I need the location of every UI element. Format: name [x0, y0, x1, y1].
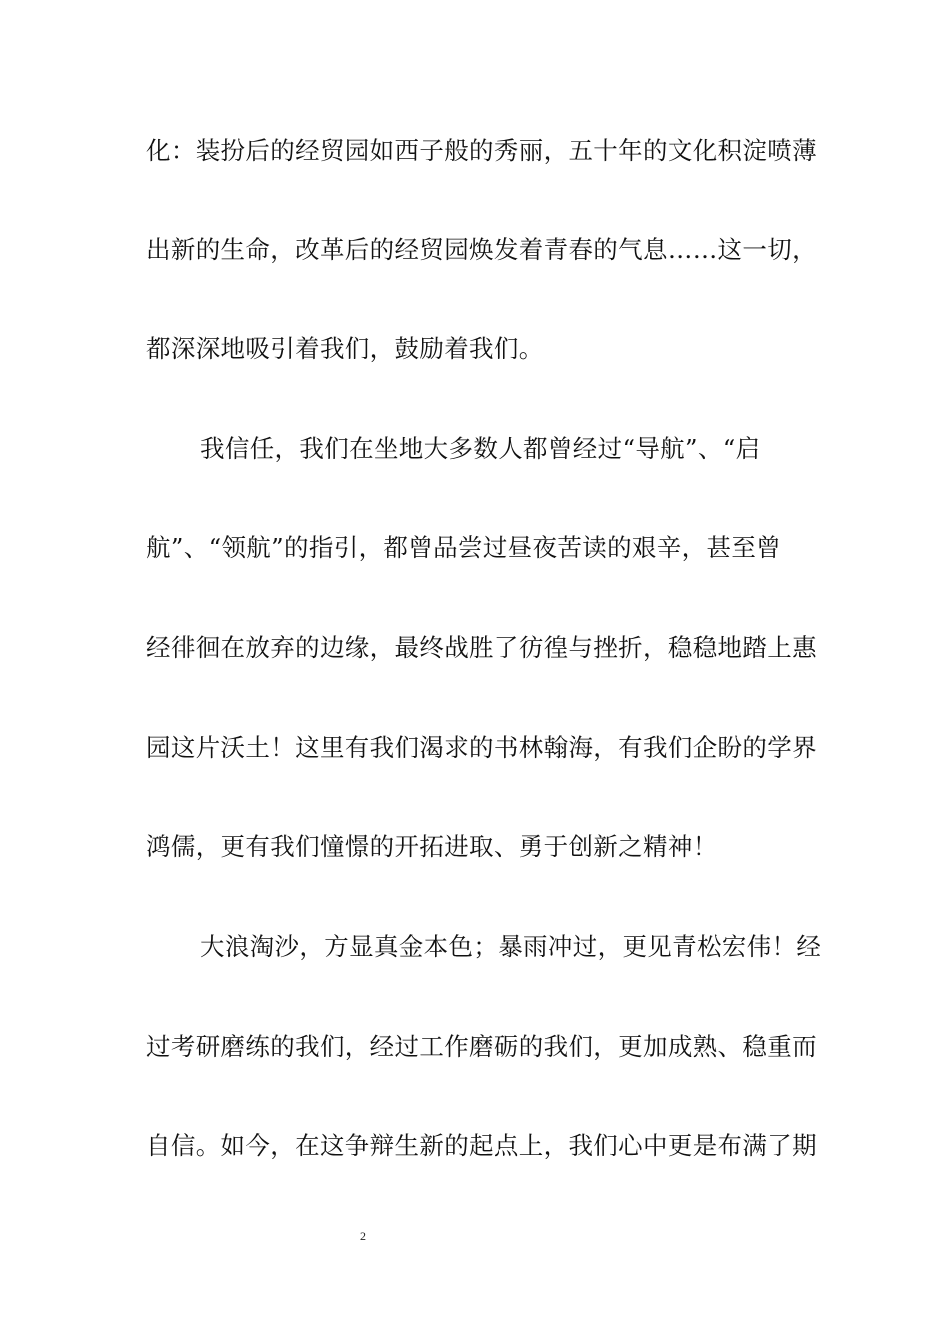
text-line: 出新的生命，改革后的经贸园焕发着青春的气息……这一切， — [146, 235, 817, 264]
text-line: 鸿儒，更有我们憧憬的开拓进取、勇于创新之精神！ — [146, 832, 718, 861]
text-line: 经徘徊在放弃的边缘，最终战胜了彷徨与挫折，稳稳地踏上惠 — [146, 633, 817, 662]
text-line: 航”、“领航”的指引，都曾品尝过昼夜苦读的艰辛，甚至曾 — [146, 533, 782, 562]
text-line: 园这片沃土！这里有我们渴求的书林翰海，有我们企盼的学界 — [146, 733, 817, 762]
paragraph-first-line: 我信任，我们在坐地大多数人都曾经过“导航”、“启 — [200, 434, 761, 463]
text-line: 过考研磨练的我们，经过工作磨砺的我们，更加成熟、稳重而 — [146, 1032, 817, 1061]
text-line: 化：装扮后的经贸园如西子般的秀丽，五十年的文化积淀喷薄 — [146, 136, 817, 165]
text-line: 自信。如今，在这争辩生新的起点上，我们心中更是布满了期 — [146, 1131, 817, 1160]
page-number: 2 — [360, 1229, 366, 1243]
text-line: 都深深地吸引着我们，鼓励着我们。 — [146, 334, 544, 363]
paragraph-first-line: 大浪淘沙，方显真金本色；暴雨冲过，更见青松宏伟！经 — [200, 932, 822, 961]
